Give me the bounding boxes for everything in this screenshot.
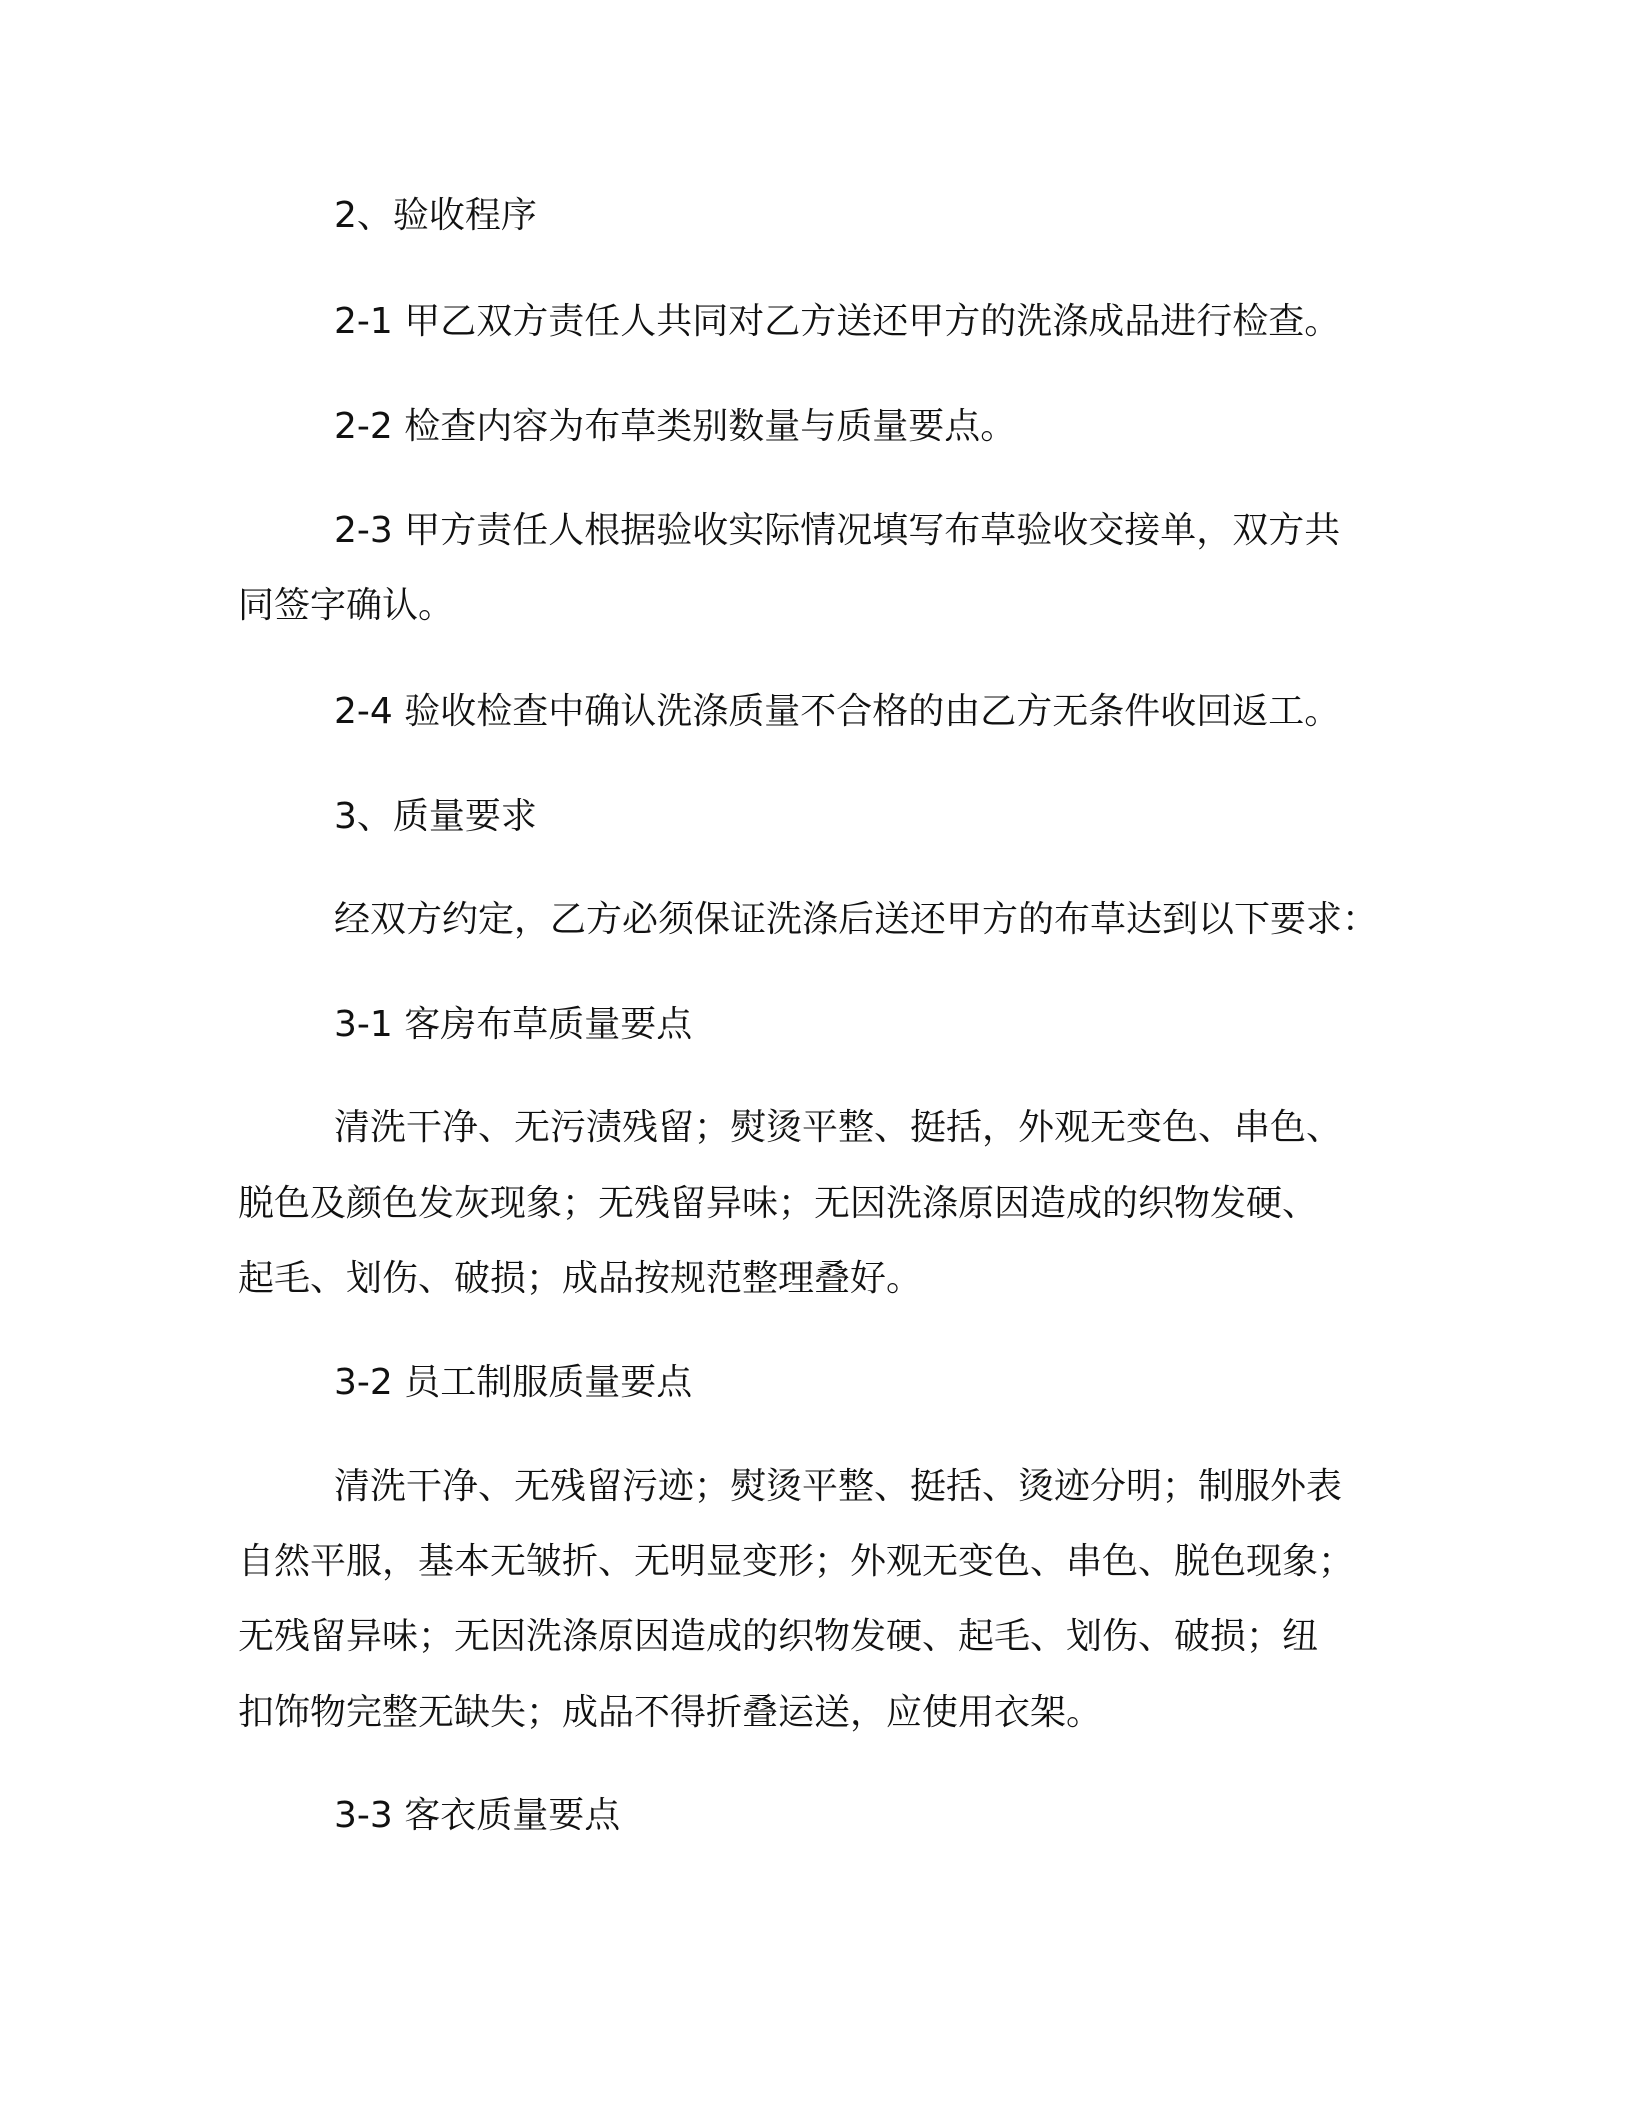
subheading-3-3: 3-3 客衣质量要点: [334, 1795, 621, 1836]
paragraph-2-3-line-1: 2-3 甲方责任人根据验收实际情况填写布草验收交接单，双方共: [334, 510, 1341, 551]
section-heading-quality-requirements: 3、质量要求: [334, 796, 537, 837]
paragraph-2-4: 2-4 验收检查中确认洗涤质量不合格的由乙方无条件收回返工。: [334, 691, 1341, 732]
paragraph-3-1-body-line-3: 起毛、划伤、破损；成品按规范整理叠好。: [238, 1258, 923, 1299]
section-heading-acceptance-procedure: 2、验收程序: [334, 195, 537, 236]
paragraph-2-2: 2-2 检查内容为布草类别数量与质量要点。: [334, 406, 1017, 447]
paragraph-3-2-body-line-2: 自然平服，基本无皱折、无明显变形；外观无变色、串色、脱色现象；: [238, 1541, 1355, 1582]
paragraph-3-2-body-line-4: 扣饰物完整无缺失；成品不得折叠运送，应使用衣架。: [238, 1692, 1103, 1733]
paragraph-3-intro: 经双方约定，乙方必须保证洗涤后送还甲方的布草达到以下要求：: [334, 899, 1379, 940]
subheading-3-1: 3-1 客房布草质量要点: [334, 1004, 693, 1045]
paragraph-3-2-body-line-3: 无残留异味；无因洗涤原因造成的织物发硬、起毛、划伤、破损；纽: [238, 1616, 1319, 1657]
paragraph-3-2-body-line-1: 清洗干净、无残留污迹；熨烫平整、挺括、烫迹分明；制服外表: [334, 1466, 1343, 1507]
paragraph-3-1-body-line-2: 脱色及颜色发灰现象；无残留异味；无因洗涤原因造成的织物发硬、: [238, 1183, 1319, 1224]
paragraph-3-1-body-line-1: 清洗干净、无污渍残留；熨烫平整、挺括，外观无变色、串色、: [334, 1107, 1343, 1148]
subheading-3-2: 3-2 员工制服质量要点: [334, 1362, 693, 1403]
paragraph-2-3-line-2: 同签字确认。: [238, 585, 455, 626]
paragraph-2-1: 2-1 甲乙双方责任人共同对乙方送还甲方的洗涤成品进行检查。: [334, 301, 1341, 342]
